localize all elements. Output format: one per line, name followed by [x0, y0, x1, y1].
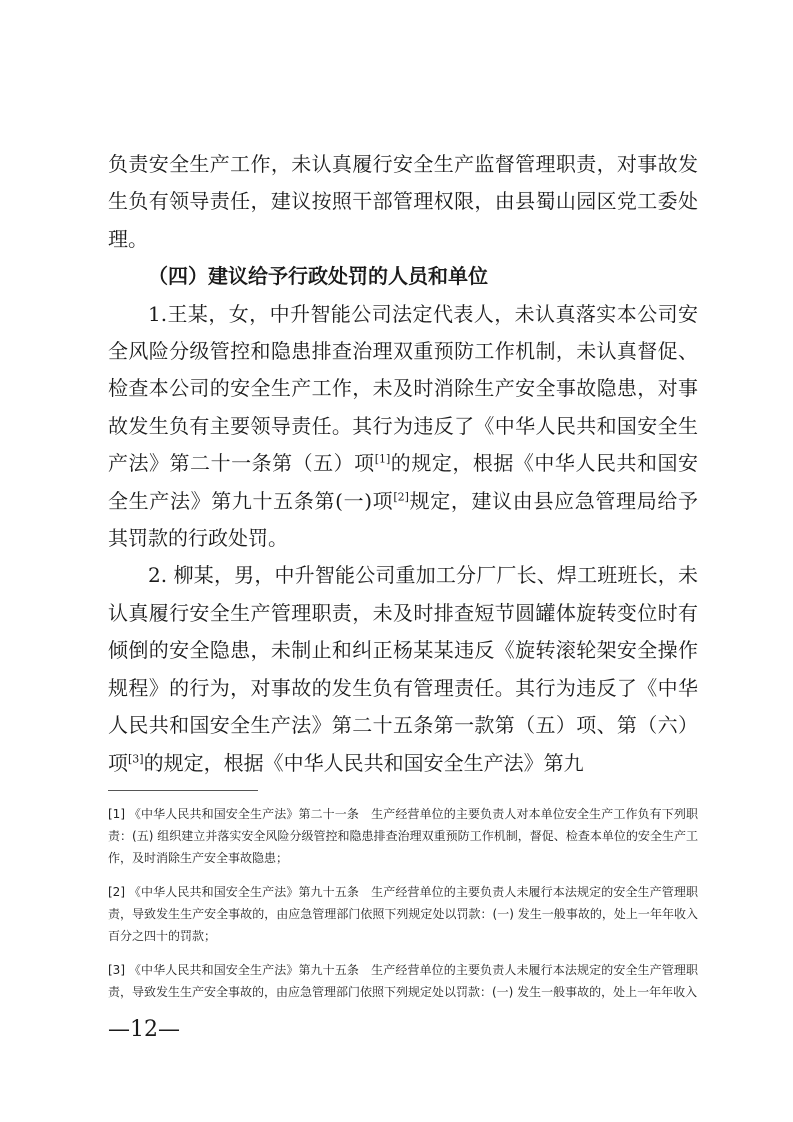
- paragraph-continuation: 负责安全生产工作，未认真履行安全生产监督管理职责，对事故发生负有领导责任，建议按照干部管理权限，由县蜀山园区党工委处理。: [108, 152, 698, 251]
- body-text: [108, 146, 698, 782]
- footnote-ref-2[interactable]: [2]: [393, 490, 409, 503]
- footnotes: [108, 803, 698, 1015]
- footnote-ref-3[interactable]: [3]: [128, 751, 144, 765]
- item-1-text-b: 的规定，根据《中华人民共和国安全生产法》第九十五条第(一)项: [108, 451, 699, 513]
- item-2-text-a: 2. 柳某，男，中升智能公司重加工分厂厂长、焊工班班长，未认真履行安全生产管理职责，未及时排查短节圆罐体旋转变位时有倾倒的安全隐患，未制止和纠正杨某某违反《旋转滚轮架安全操作规程》的行为，对事故的发生负有管理责任。其行为违反了《中华人民共和国安全生产法》第二十五条第一款第（五）项、第（六）项: [108, 563, 698, 775]
- footnote-2: [2] 《中华人民共和国安全生产法》第九十五条 生产经营单位的主要负责人未履行本法规定的安全生产管理职责，导致发生生产安全事故的，由应急管理部门依照下列规定处以罚款：(一) 发生一般事故的，处上一年年收入百分之四十的罚款；: [108, 885, 698, 943]
- footnote-3: [3] 《中华人民共和国安全生产法》第九十五条 生产经营单位的主要负责人未履行本法规定的安全生产管理职责，导致发生生产安全事故的，由应急管理部门依照下列规定处以罚款：(一) 发生一般事故的，处上一年年收入: [108, 963, 698, 999]
- footnote-1: [1] 《中华人民共和国安全生产法》第二十一条 生产经营单位的主要负责人对本单位安全生产工作负有下列职责：(五) 组织建立并落实安全风险分级管控和隐患排查治理双重预防工作机制，督促、检查本单位的安全生产工作，及时消除生产安全事故隐患；: [108, 807, 698, 865]
- footnote-divider: [108, 790, 258, 791]
- page-number: —12—: [108, 1017, 180, 1042]
- section-heading: （四）建议给予行政处罚的人员和单位: [148, 264, 488, 289]
- item-1-text-a: 1.王某，女，中升智能公司法定代表人，未认真落实本公司安全风险分级管控和隐患排查治理双重预防工作机制，未认真督促、检查本公司的安全生产工作，未及时消除生产安全事故隐患，对事故发生负有主要领导责任。其行为违反了《中华人民共和国安全生产法》第二十一条第（五）项: [108, 301, 698, 476]
- item-2-text-b: 的规定，根据《中华人民共和国安全生产法》第九: [143, 750, 584, 775]
- item-1-text-c: 规定，建议由县应急管理局给予其罚款的行政处罚。: [108, 488, 698, 551]
- footnote-ref-1[interactable]: [1]: [374, 452, 391, 466]
- paragraph-item-1: [108, 296, 698, 558]
- paragraph-item-2: [108, 557, 698, 781]
